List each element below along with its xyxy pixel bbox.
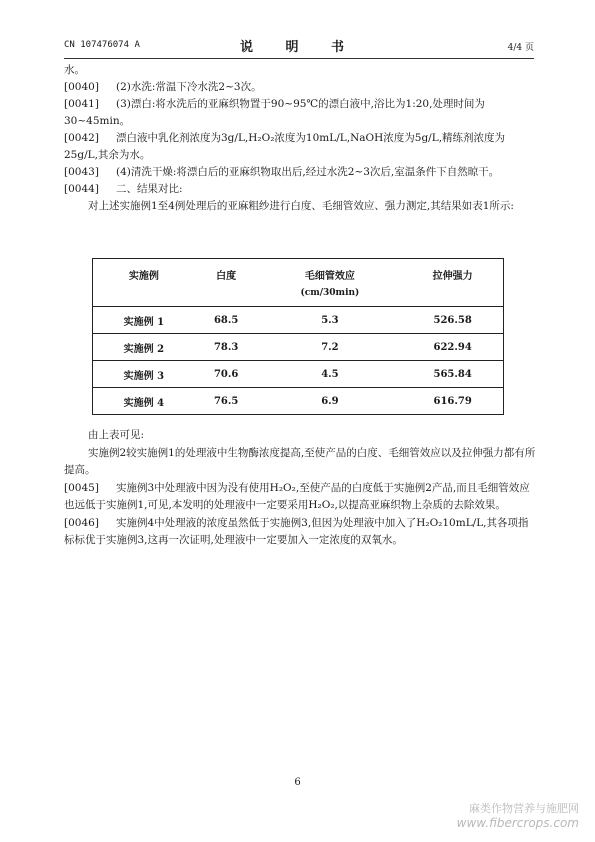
table-cell: 78.3 (195, 334, 258, 361)
page-number: 6 (294, 777, 301, 788)
table-cell: 5.3 (258, 307, 403, 334)
table-cell: 622.94 (402, 334, 503, 361)
paragraph (64, 62, 536, 79)
table-cell: 76.5 (195, 388, 258, 415)
table-row (93, 361, 504, 388)
paragraph-text: 由上表可见: (88, 429, 145, 441)
paragraph-text: 实施例4中处理液的浓度虽然低于实施例3,但因为处理液中加入了H₂O₂10mL/L,其各项指标标优于实施例3,这再一次证明,处理液中一定要加入一定浓度的双氧水。 (64, 516, 529, 546)
paragraph-0043 (64, 164, 536, 181)
paragraph-tag: [0040] (64, 81, 99, 93)
table-header-unit: (cm/30min) (300, 288, 360, 298)
paragraph-text: 对上述实施例1至4例处理后的亚麻粗纱进行白度、毛细管效应、强力测定,其结果如表1所示: (88, 200, 514, 212)
patent-number: CN 107476074 A (64, 40, 140, 50)
watermark-site-name: 麻类作物营养与施肥网 (469, 802, 579, 815)
paragraph (64, 427, 536, 445)
watermark-url: www.fibercrops.com (456, 816, 579, 830)
table-header-label: 毛细管效应 (304, 271, 355, 282)
header-divider (64, 58, 534, 59)
table-cell: 实施例 4 (93, 388, 195, 415)
table-cell: 616.79 (402, 388, 503, 415)
table-header-cell (258, 259, 403, 307)
document-body (64, 62, 536, 215)
table-cell: 68.5 (195, 307, 258, 334)
paragraph-tag: [0042] (64, 132, 99, 144)
table-row (93, 307, 504, 334)
paragraph-0040 (64, 79, 536, 96)
table-cell: 526.58 (402, 307, 503, 334)
paragraph-text: 漂白液中乳化剂浓度为3g/L,H₂O₂浓度为10mL/L,NaOH浓度为5g/L,精练剂浓度为25g/L,其余为水。 (64, 132, 506, 161)
paragraph-tag: [0044] (64, 183, 99, 195)
page-info: 4/4 页 (507, 43, 534, 53)
paragraph-tag: [0043] (64, 166, 99, 178)
paragraph-0041 (64, 96, 536, 130)
table-cell: 7.2 (258, 334, 403, 361)
table-cell: 实施例 1 (93, 307, 195, 334)
paragraph-0046 (64, 515, 536, 550)
paragraph-text: 实施例3中处理液中因为没有使用H₂O₂,至使产品的白度低于实施例2产品,而且毛细管效应也远低于实施例1,可见,本发明的处理液中一定要采用H₂O₂,以提高亚麻织物上杂质的去除效果。 (64, 481, 530, 511)
paragraph-tag: [0046] (64, 516, 99, 529)
table-cell: 4.5 (258, 361, 403, 388)
table-cell: 565.84 (402, 361, 503, 388)
table-header-row (93, 259, 504, 307)
paragraph-text: (4)清洗干燥:将漂白后的亚麻织物取出后,经过水洗2~3次后,室温条件下自然晾干。 (116, 166, 500, 178)
paragraph (64, 445, 536, 480)
document-title: 说 明 书 (239, 40, 359, 55)
table-header-cell: 拉伸强力 (402, 259, 503, 307)
results-table (92, 258, 504, 415)
table-header-cell: 实施例 (93, 259, 195, 307)
paragraph-text: 实施例2较实施例1的处理液中生物酶浓度提高,至使产品的白度、毛细管效应以及拉伸强力都有所提高。 (64, 446, 536, 476)
table-row (93, 388, 504, 415)
paragraph-tag: [0045] (64, 481, 99, 494)
paragraph-text: (2)水洗:常温下冷水洗2~3次。 (116, 81, 262, 93)
table-cell: 实施例 2 (93, 334, 195, 361)
paragraph-0042 (64, 130, 536, 164)
watermark (457, 800, 579, 830)
table-cell: 实施例 3 (93, 361, 195, 388)
page-header (64, 36, 534, 56)
table-header-cell: 白度 (195, 259, 258, 307)
paragraph-0045 (64, 480, 536, 515)
paragraph-tag: [0041] (64, 98, 99, 110)
paragraph-0044 (64, 181, 536, 198)
paragraph-text: 水。 (64, 64, 85, 76)
paragraph-text: 二、结果对比: (116, 183, 183, 195)
table-cell: 70.6 (195, 361, 258, 388)
paragraph-text: (3)漂白:将水洗后的亚麻织物置于90~95℃的漂白液中,浴比为1:20,处理时间为30~45min。 (64, 98, 485, 127)
table-row (93, 334, 504, 361)
paragraph (64, 198, 536, 215)
table-cell: 6.9 (258, 388, 403, 415)
conclusion-section (64, 427, 536, 550)
